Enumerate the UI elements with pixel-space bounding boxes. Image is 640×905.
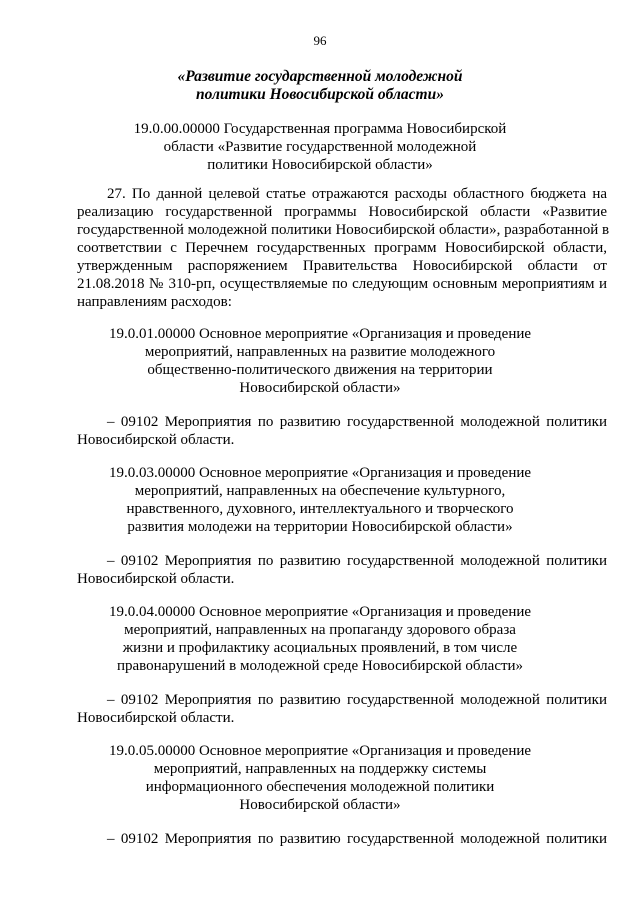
- section-heading-19-0-03: [0, 464, 640, 536]
- paragraph-line: реализацию государственной программы Новосибирской области «Развитие: [77, 204, 607, 220]
- item-line: Новосибирской области.: [77, 571, 235, 587]
- program-heading-line: 19.0.00.00000 Государственная программа Новосибирской: [133, 121, 507, 137]
- section-item-09102: [77, 413, 607, 449]
- paragraph-line: государственной молодежной политики Новосибирской области», разработанной в: [77, 222, 610, 238]
- section-heading-line: мероприятий, направленных на поддержку системы: [153, 761, 487, 777]
- paragraph-line: утвержденным распоряжением Правительства Новосибирской области от: [77, 258, 607, 274]
- section-heading-line: нравственного, духовного, интеллектуального и творческого: [126, 501, 514, 517]
- paragraph-27: [77, 185, 610, 311]
- section-heading-19-0-01: [0, 325, 640, 397]
- section-heading-line: 19.0.04.00000 Основное мероприятие «Организация и проведение: [108, 604, 532, 620]
- section-heading-19-0-04: [0, 603, 640, 675]
- paragraph-line: 21.08.2018 № 310-рп, осуществляемые по следующим основным мероприятиям и: [77, 276, 607, 292]
- section-heading-line: правонарушений в молодежной среде Новосибирской области»: [116, 658, 524, 674]
- section-heading-line: 19.0.01.00000 Основное мероприятие «Организация и проведение: [108, 326, 532, 342]
- program-heading-line: политики Новосибирской области»: [207, 157, 433, 173]
- section-heading-line: мероприятий, направленных на развитие молодежного: [144, 344, 496, 360]
- paragraph-line: направлениям расходов:: [77, 294, 232, 310]
- section-item-09102: [77, 691, 607, 727]
- section-heading-line: развития молодежи на территории Новосибирской области»: [127, 519, 513, 535]
- program-heading: [0, 120, 640, 174]
- section-heading-line: Новосибирской области»: [239, 380, 401, 396]
- section-heading-line: 19.0.05.00000 Основное мероприятие «Организация и проведение: [108, 743, 532, 759]
- section-heading-line: информационного обеспечения молодежной политики: [145, 779, 495, 795]
- document-title: [0, 68, 640, 104]
- item-line: – 09102 Мероприятия по развитию государственной молодежной политики: [107, 414, 607, 430]
- section-heading-line: мероприятий, направленных на пропаганду здорового образа: [124, 622, 516, 638]
- section-heading-line: общественно-политического движения на территории: [147, 362, 493, 378]
- item-line: – 09102 Мероприятия по развитию государственной молодежной политики: [107, 831, 607, 847]
- program-heading-line: области «Развитие государственной молодежной: [163, 139, 477, 155]
- section-item-09102: [77, 830, 607, 848]
- section-item-09102: [77, 552, 607, 588]
- title-line: «Развитие государственной молодежной: [177, 68, 463, 85]
- item-line: – 09102 Мероприятия по развитию государственной молодежной политики: [107, 553, 607, 569]
- section-heading-line: жизни и профилактику асоциальных проявлений, в том числе: [122, 640, 518, 656]
- section-heading-19-0-05: [0, 742, 640, 814]
- paragraph-line: соответствии с Перечнем государственных программ Новосибирской области,: [77, 240, 607, 256]
- section-heading-line: 19.0.03.00000 Основное мероприятие «Организация и проведение: [108, 465, 532, 481]
- section-heading-line: Новосибирской области»: [239, 797, 401, 813]
- item-line: Новосибирской области.: [77, 710, 235, 726]
- item-line: Новосибирской области.: [77, 432, 235, 448]
- page-number: 96: [313, 33, 327, 48]
- section-heading-line: мероприятий, направленных на обеспечение культурного,: [134, 483, 506, 499]
- item-line: – 09102 Мероприятия по развитию государственной молодежной политики: [107, 692, 607, 708]
- paragraph-line: 27. По данной целевой статье отражаются расходы областного бюджета на: [107, 186, 607, 202]
- title-line: политики Новосибирской области»: [196, 86, 444, 103]
